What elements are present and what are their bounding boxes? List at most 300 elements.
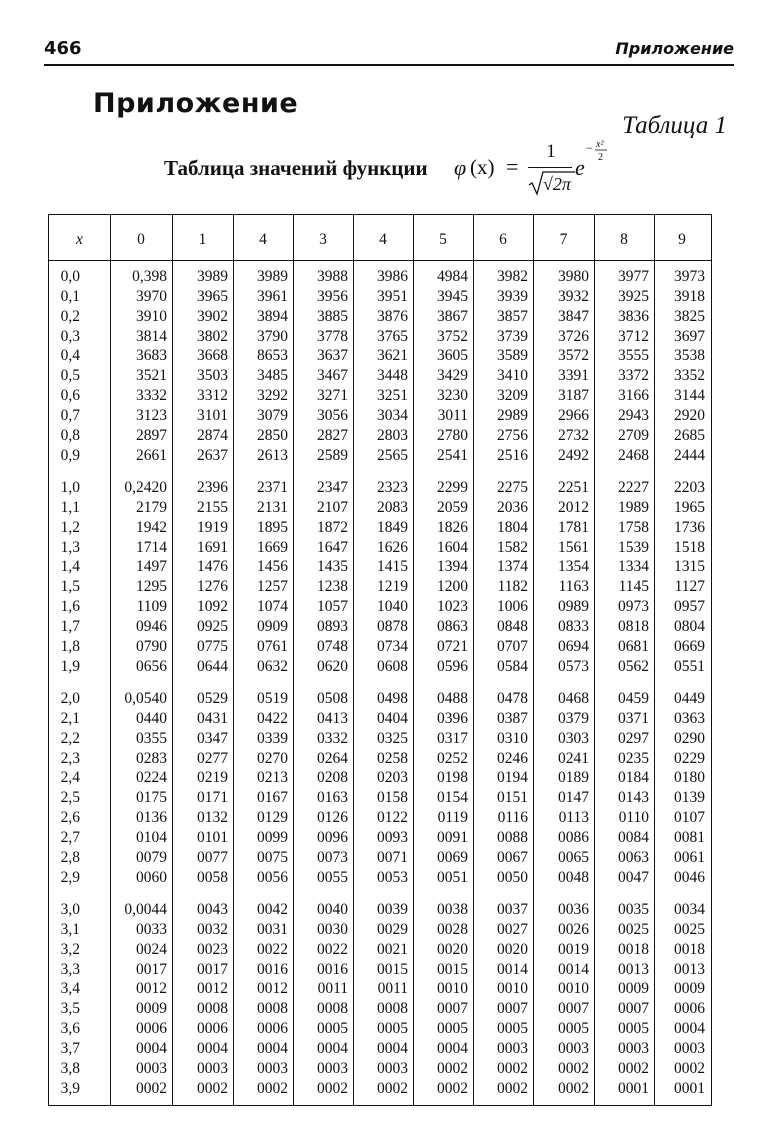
phi-value-cell: 3752	[437, 327, 468, 345]
phi-value-cell: 0909	[257, 618, 288, 635]
phi-value-cell: 0081	[674, 829, 705, 846]
phi-value-cell: 0175	[136, 789, 167, 807]
x-value-cell: 3,3	[60, 960, 80, 978]
x-value-cell: 3,2	[60, 940, 80, 958]
phi-value-cell: 0893	[317, 618, 348, 635]
phi-value-cell: 0355	[136, 729, 167, 747]
phi-value-cell: 0371	[618, 709, 649, 727]
phi-value-cell: 0310	[497, 729, 528, 747]
phi-value-cell: 0154	[437, 789, 468, 807]
phi-value-cell: 3989	[257, 268, 288, 285]
column-header: 9	[678, 231, 686, 248]
phi-value-cell: 3555	[618, 347, 649, 365]
phi-value-cell: 0016	[317, 960, 348, 978]
phi-value-cell: 1561	[558, 538, 589, 556]
x-value-cell: 1,9	[60, 657, 80, 675]
phi-value-cell: 0084	[618, 829, 649, 846]
x-value-cell: 2,5	[60, 789, 80, 807]
phi-value-cell: 1074	[257, 598, 288, 616]
x-value-cell: 0,7	[60, 407, 80, 424]
phi-value-cell: 0003	[136, 1059, 167, 1077]
phi-value-cell: 0013	[618, 960, 649, 978]
phi-value-cell: 0363	[674, 709, 705, 727]
column-header: 1	[198, 231, 207, 248]
phi-value-cell: 3970	[136, 287, 167, 305]
phi-value-cell: 0596	[437, 657, 468, 675]
phi-value-cell: 3847	[558, 307, 589, 325]
phi-value-cell: 0258	[377, 749, 408, 767]
phi-value-cell: 3034	[377, 407, 408, 424]
phi-value-cell: 0037	[497, 901, 528, 918]
phi-value-cell: 3885	[317, 307, 348, 325]
phi-value-cell: 0039	[377, 901, 408, 918]
phi-value-cell: 0035	[618, 901, 649, 918]
phi-value-cell: 0139	[674, 789, 705, 807]
phi-value-cell: 3790	[257, 327, 288, 345]
phi-value-cell: 0091	[437, 829, 468, 846]
table-row	[49, 215, 711, 1105]
phi-value-cell: 3056	[317, 407, 348, 424]
x-value-cell: 1,5	[60, 578, 80, 596]
phi-value-cell: 0061	[674, 848, 705, 866]
phi-value-cell: 0167	[257, 789, 288, 807]
x-value-cell: 0,8	[60, 426, 80, 444]
phi-value-cell: 0063	[618, 848, 649, 866]
phi-value-cell: 2661	[136, 446, 167, 464]
phi-value-cell: 3079	[257, 407, 288, 424]
x-value-cell: 3,8	[60, 1059, 80, 1077]
table-row	[49, 215, 711, 1105]
phi-value-cell: 0086	[558, 829, 589, 846]
phi-value-cell: 3918	[674, 287, 705, 305]
phi-value-cell: 0573	[558, 657, 589, 675]
formula-base: e	[575, 155, 585, 180]
phi-value-cell: 0283	[136, 749, 167, 767]
phi-value-cell: 0004	[257, 1040, 288, 1057]
phi-value-cell: 0184	[618, 769, 649, 787]
phi-value-cell: 3939	[497, 287, 528, 305]
phi-value-cell: 1965	[674, 498, 705, 516]
phi-value-cell: 0002	[437, 1059, 468, 1077]
phi-value-cell: 0126	[317, 809, 348, 827]
phi-value-cell: 0025	[618, 920, 649, 938]
phi-value-cell: 3144	[674, 387, 705, 405]
phi-value-cell: 1989	[618, 498, 649, 516]
phi-value-cell: 0046	[674, 868, 705, 886]
phi-value-cell: 0003	[317, 1059, 348, 1077]
phi-value-cell: 2565	[377, 446, 408, 464]
x-value-cell: 3,5	[60, 1000, 80, 1018]
phi-value-cell: 0043	[197, 901, 228, 918]
phi-value-cell: 0119	[437, 809, 468, 827]
phi-value-cell: 1023	[437, 598, 468, 616]
phi-value-cell: 0009	[618, 980, 649, 998]
phi-value-cell: 0017	[136, 960, 167, 978]
phi-value-cell: 3429	[437, 367, 468, 385]
phi-value-cell: 0007	[618, 1000, 649, 1018]
phi-value-cell: 0002	[674, 1059, 705, 1077]
phi-value-cell: 1315	[674, 558, 705, 576]
phi-value-cell: 0002	[377, 1079, 408, 1097]
phi-value-cell: 0028	[437, 920, 468, 938]
column-header: 0	[137, 231, 145, 248]
phi-value-cell: 1691	[197, 538, 228, 556]
phi-value-cell: 2179	[136, 498, 167, 516]
phi-value-cell: 3467	[317, 367, 348, 385]
phi-value-cell: 1238	[317, 578, 348, 596]
x-value-cell: 0,3	[60, 327, 80, 345]
phi-value-cell: 0012	[197, 980, 228, 998]
phi-value-cell: 1781	[558, 518, 589, 536]
table-row	[49, 215, 711, 1105]
phi-value-cell: 3765	[377, 327, 408, 345]
phi-value-cell: 0241	[558, 749, 589, 767]
phi-value-cell: 2012	[558, 498, 589, 516]
phi-value-cell: 0004	[136, 1040, 167, 1057]
phi-value-cell: 0002	[558, 1059, 589, 1077]
phi-value-cell: 3814	[136, 327, 167, 345]
phi-value-cell: 3925	[618, 287, 649, 305]
phi-value-cell: 0422	[257, 709, 288, 727]
phi-value-cell: 0644	[197, 657, 228, 675]
denominator-text: √2π	[543, 174, 571, 194]
phi-value-cell: 3621	[377, 347, 408, 365]
x-value-cell: 1,7	[60, 618, 80, 635]
column-divider	[654, 215, 655, 1105]
phi-value-cell: 1200	[437, 578, 468, 596]
phi-value-cell: 3988	[317, 268, 348, 285]
phi-value-cell: 0002	[618, 1059, 649, 1077]
phi-value-cell: 0027	[497, 920, 528, 938]
x-value-cell: 3,9	[60, 1079, 80, 1097]
formula-numerator: 1	[546, 141, 556, 162]
phi-value-cell: 0551	[674, 657, 705, 675]
phi-value-cell: 3712	[618, 327, 649, 345]
phi-value-cell: 0065	[558, 848, 589, 866]
phi-value-cell: 0229	[674, 749, 705, 767]
phi-value-cell: 0002	[497, 1079, 528, 1097]
phi-value-cell: 0151	[497, 789, 528, 807]
phi-value-cell: 3572	[558, 347, 589, 365]
column-divider	[353, 215, 354, 1105]
phi-value-cell: 0107	[674, 809, 705, 827]
phi-value-cell: 0010	[437, 980, 468, 998]
phi-value-cell: 0031	[257, 920, 288, 938]
phi-value-cell: 0004	[197, 1040, 228, 1057]
phi-value-cell: 0014	[558, 960, 589, 978]
phi-value-cell: 0804	[674, 618, 705, 635]
phi-value-cell: 0147	[558, 789, 589, 807]
phi-value-cell: 0113	[558, 809, 589, 827]
phi-value-cell: 2966	[558, 407, 589, 424]
phi-value-cell: 2203	[674, 479, 705, 496]
phi-value-cell: 0387	[497, 709, 528, 727]
phi-value-cell: 2897	[136, 426, 167, 444]
phi-value-cell: 0122	[377, 809, 408, 827]
phi-value-cell: 1295	[136, 578, 167, 596]
chapter-title: Приложение	[93, 88, 299, 119]
phi-value-cell: 0431	[197, 709, 228, 727]
x-value-cell: 1,4	[60, 558, 80, 576]
phi-value-cell: 1276	[197, 578, 228, 596]
phi-value-cell: 0219	[197, 769, 228, 787]
phi-value-cell: 0116	[497, 809, 528, 827]
column-header: 3	[319, 231, 327, 248]
phi-value-cell: 0002	[497, 1059, 528, 1077]
phi-value-cell: 1006	[497, 598, 528, 616]
x-value-cell: 1,2	[60, 518, 80, 536]
phi-value-cell: 0015	[437, 960, 468, 978]
phi-value-cell: 0171	[197, 789, 228, 807]
phi-value-cell: 1714	[136, 538, 167, 556]
table-row	[49, 215, 711, 1105]
phi-value-cell: 0008	[317, 1000, 348, 1018]
phi-value-cell: 0608	[377, 657, 408, 675]
phi-value-cell: 0018	[618, 940, 649, 958]
phi-value-cell: 0104	[136, 829, 167, 846]
table-row	[49, 215, 711, 1105]
phi-value-cell: 0290	[674, 729, 705, 747]
phi-value-cell: 1182	[497, 578, 528, 596]
phi-value-cell: 0404	[377, 709, 408, 727]
phi-value-cell: 2920	[674, 407, 705, 424]
phi-value-cell: 0632	[257, 657, 288, 675]
column-divider	[413, 215, 414, 1105]
table-row	[49, 215, 711, 1105]
phi-value-cell: 3956	[317, 287, 348, 305]
table-row	[49, 215, 711, 1105]
phi-value-cell: 0989	[558, 598, 589, 616]
phi-value-cell: 2155	[197, 498, 228, 516]
x-value-cell: 1,6	[60, 598, 80, 616]
formula-function: φ	[454, 155, 467, 180]
phi-value-cell: 0863	[437, 618, 468, 635]
x-value-cell: 0,9	[60, 446, 80, 464]
phi-value-cell: 2613	[257, 446, 288, 464]
table-row	[49, 215, 711, 1105]
phi-value-cell: 0033	[136, 920, 167, 938]
phi-value-cell: 1476	[197, 558, 228, 576]
x-value-cell: 2,2	[60, 729, 80, 747]
x-value-cell: 1,3	[60, 538, 80, 556]
phi-value-cell: 1057	[317, 598, 348, 616]
x-value-cell: 0,0	[60, 268, 80, 285]
x-value-cell: 2,8	[60, 848, 80, 866]
formula-equals: =	[506, 154, 519, 179]
x-value-cell: 3,0	[60, 901, 80, 918]
phi-value-cell: 0005	[317, 1020, 348, 1038]
phi-value-cell: 0519	[257, 690, 288, 707]
phi-value-cell: 0006	[257, 1020, 288, 1038]
phi-value-cell: 0022	[257, 940, 288, 958]
formula-denominator	[528, 170, 576, 196]
phi-value-cell: 1895	[257, 518, 288, 536]
phi-value-cell: 0,398	[132, 268, 167, 285]
phi-value-cell: 3187	[558, 387, 589, 405]
phi-value-cell: 3101	[197, 407, 228, 424]
phi-value-cell: 1582	[497, 538, 528, 556]
phi-value-cell: 0022	[317, 940, 348, 958]
phi-value-cell: 0088	[497, 829, 528, 846]
phi-value-cell: 1456	[257, 558, 288, 576]
phi-value-cell: 0050	[497, 868, 528, 886]
x-value-cell: 1,1	[60, 498, 80, 516]
phi-value-cell: 0529	[197, 690, 228, 707]
phi-value-cell: 0721	[437, 637, 468, 655]
phi-value-cell: 0347	[197, 729, 228, 747]
phi-value-cell: 1539	[618, 538, 649, 556]
phi-value-cell: 0005	[377, 1020, 408, 1038]
phi-value-cell: 3251	[377, 387, 408, 405]
phi-value-cell: 2827	[317, 426, 348, 444]
phi-value-cell: 2227	[618, 479, 649, 496]
phi-value-cell: 3448	[377, 367, 408, 385]
x-value-cell: 0,2	[60, 307, 80, 325]
phi-value-cell: 0694	[558, 637, 589, 655]
phi-value-cell: 0748	[317, 637, 348, 655]
phi-value-cell: 0075	[257, 848, 288, 866]
phi-value-cell: 0042	[257, 901, 288, 918]
phi-value-cell: 3485	[257, 367, 288, 385]
phi-value-cell: 3961	[257, 287, 288, 305]
phi-value-cell: 0,0540	[124, 690, 167, 707]
phi-value-cell: 0010	[497, 980, 528, 998]
phi-value-cell: 0017	[197, 960, 228, 978]
phi-value-cell: 0189	[558, 769, 589, 787]
phi-value-cell: 2131	[257, 498, 288, 516]
phi-value-cell: 0026	[558, 920, 589, 938]
phi-value-cell: 0051	[437, 868, 468, 886]
phi-value-cell: 1826	[437, 518, 468, 536]
x-value-cell: 3,1	[60, 920, 80, 938]
phi-value-cell: 8653	[257, 347, 288, 365]
x-value-cell: 0,1	[60, 287, 80, 305]
phi-value-cell: 3945	[437, 287, 468, 305]
phi-value-cell: 3894	[257, 307, 288, 325]
phi-value-cell: 0620	[317, 657, 348, 675]
table-row	[49, 215, 711, 1105]
phi-value-cell: 3980	[558, 268, 589, 285]
phi-value-cell: 0,2420	[124, 479, 167, 496]
x-value-cell: 0,5	[60, 367, 80, 385]
phi-value-cell: 3726	[558, 327, 589, 345]
phi-value-cell: 1374	[497, 558, 528, 576]
table-row	[49, 215, 711, 1105]
table-row	[49, 215, 711, 1105]
table-row	[49, 215, 711, 1105]
phi-value-cell: 0180	[674, 769, 705, 787]
phi-value-cell: 0053	[377, 868, 408, 886]
phi-value-cell: 0011	[317, 980, 348, 998]
phi-value-cell: 0079	[136, 848, 167, 866]
table-row	[49, 215, 711, 1105]
phi-value-cell: 0003	[497, 1040, 528, 1057]
phi-value-cell: 0005	[618, 1020, 649, 1038]
phi-value-cell: 2371	[257, 479, 288, 496]
phi-value-cell: 3986	[377, 268, 408, 285]
phi-value-cell: 3683	[136, 347, 167, 365]
phi-value-cell: 2874	[197, 426, 228, 444]
x-value-cell: 2,1	[60, 709, 80, 727]
phi-value-cell: 0008	[257, 1000, 288, 1018]
phi-value-cell: 2850	[257, 426, 288, 444]
phi-value-cell: 0158	[377, 789, 408, 807]
phi-value-cell: 0019	[558, 940, 589, 958]
phi-value-cell: 0014	[497, 960, 528, 978]
phi-value-cell: 2444	[674, 446, 705, 464]
table-label: Таблица 1	[622, 112, 727, 139]
formula-argument: (x)	[470, 155, 495, 179]
phi-value-cell: 0003	[257, 1059, 288, 1077]
phi-value-cell: 0332	[317, 729, 348, 747]
phi-value-cell: 3589	[497, 347, 528, 365]
phi-value-cell: 3951	[377, 287, 408, 305]
phi-value-cell: 0060	[136, 868, 167, 886]
phi-value-cell: 3503	[197, 367, 228, 385]
phi-value-cell: 0056	[257, 868, 288, 886]
phi-value-cell: 0213	[257, 769, 288, 787]
phi-value-cell: 0110	[618, 809, 649, 827]
phi-value-cell: 1942	[136, 518, 167, 536]
phi-value-cell: 0449	[674, 690, 705, 707]
phi-value-cell: 0925	[197, 618, 228, 635]
table-row	[49, 215, 711, 1105]
phi-value-cell: 0006	[674, 1000, 705, 1018]
phi-value-cell: 0459	[618, 690, 649, 707]
phi-value-cell: 1849	[377, 518, 408, 536]
phi-value-cell: 0029	[377, 920, 408, 938]
table-row	[49, 215, 711, 1105]
exponent-numerator: x²	[596, 139, 604, 150]
exponent-sign: −	[586, 141, 593, 155]
phi-value-cell: 0413	[317, 709, 348, 727]
phi-value-cell: 0040	[317, 901, 348, 918]
phi-value-cell: 0198	[437, 769, 468, 787]
phi-value-cell: 0032	[197, 920, 228, 938]
phi-value-cell: 0007	[437, 1000, 468, 1018]
phi-value-cell: 2516	[497, 446, 528, 464]
phi-value-cell: 0018	[674, 940, 705, 958]
phi-value-cell: 0002	[558, 1079, 589, 1097]
phi-value-cell: 3332	[136, 387, 167, 405]
phi-value-cell: 1919	[197, 518, 228, 536]
phi-value-cell: 3977	[618, 268, 649, 285]
column-header: 6	[499, 231, 507, 248]
phi-value-cell: 0003	[558, 1040, 589, 1057]
phi-value-cell: 0129	[257, 809, 288, 827]
phi-value-cell: 3965	[197, 287, 228, 305]
phi-value-cell: 3605	[437, 347, 468, 365]
phi-value-cell: 0007	[497, 1000, 528, 1018]
phi-value-cell: 3867	[437, 307, 468, 325]
phi-value-cell: 2492	[558, 446, 589, 464]
phi-value-cell: 0468	[558, 690, 589, 707]
phi-value-cell: 3123	[136, 407, 167, 424]
phi-value-cell: 0069	[437, 848, 468, 866]
phi-value-cell: 1257	[257, 578, 288, 596]
phi-value-cell: 0036	[558, 901, 589, 918]
phi-value-cell: 0002	[197, 1079, 228, 1097]
table-row	[49, 215, 711, 1105]
phi-value-cell: 0656	[136, 657, 167, 675]
phi-value-cell: 0584	[497, 657, 528, 675]
phi-value-cell: 2637	[197, 446, 228, 464]
phi-value-cell: 0012	[136, 980, 167, 998]
phi-value-cell: 0005	[497, 1020, 528, 1038]
phi-value-cell: 0,0044	[124, 901, 167, 918]
phi-value-cell: 2275	[497, 479, 528, 496]
phi-value-cell: 1518	[674, 538, 705, 556]
